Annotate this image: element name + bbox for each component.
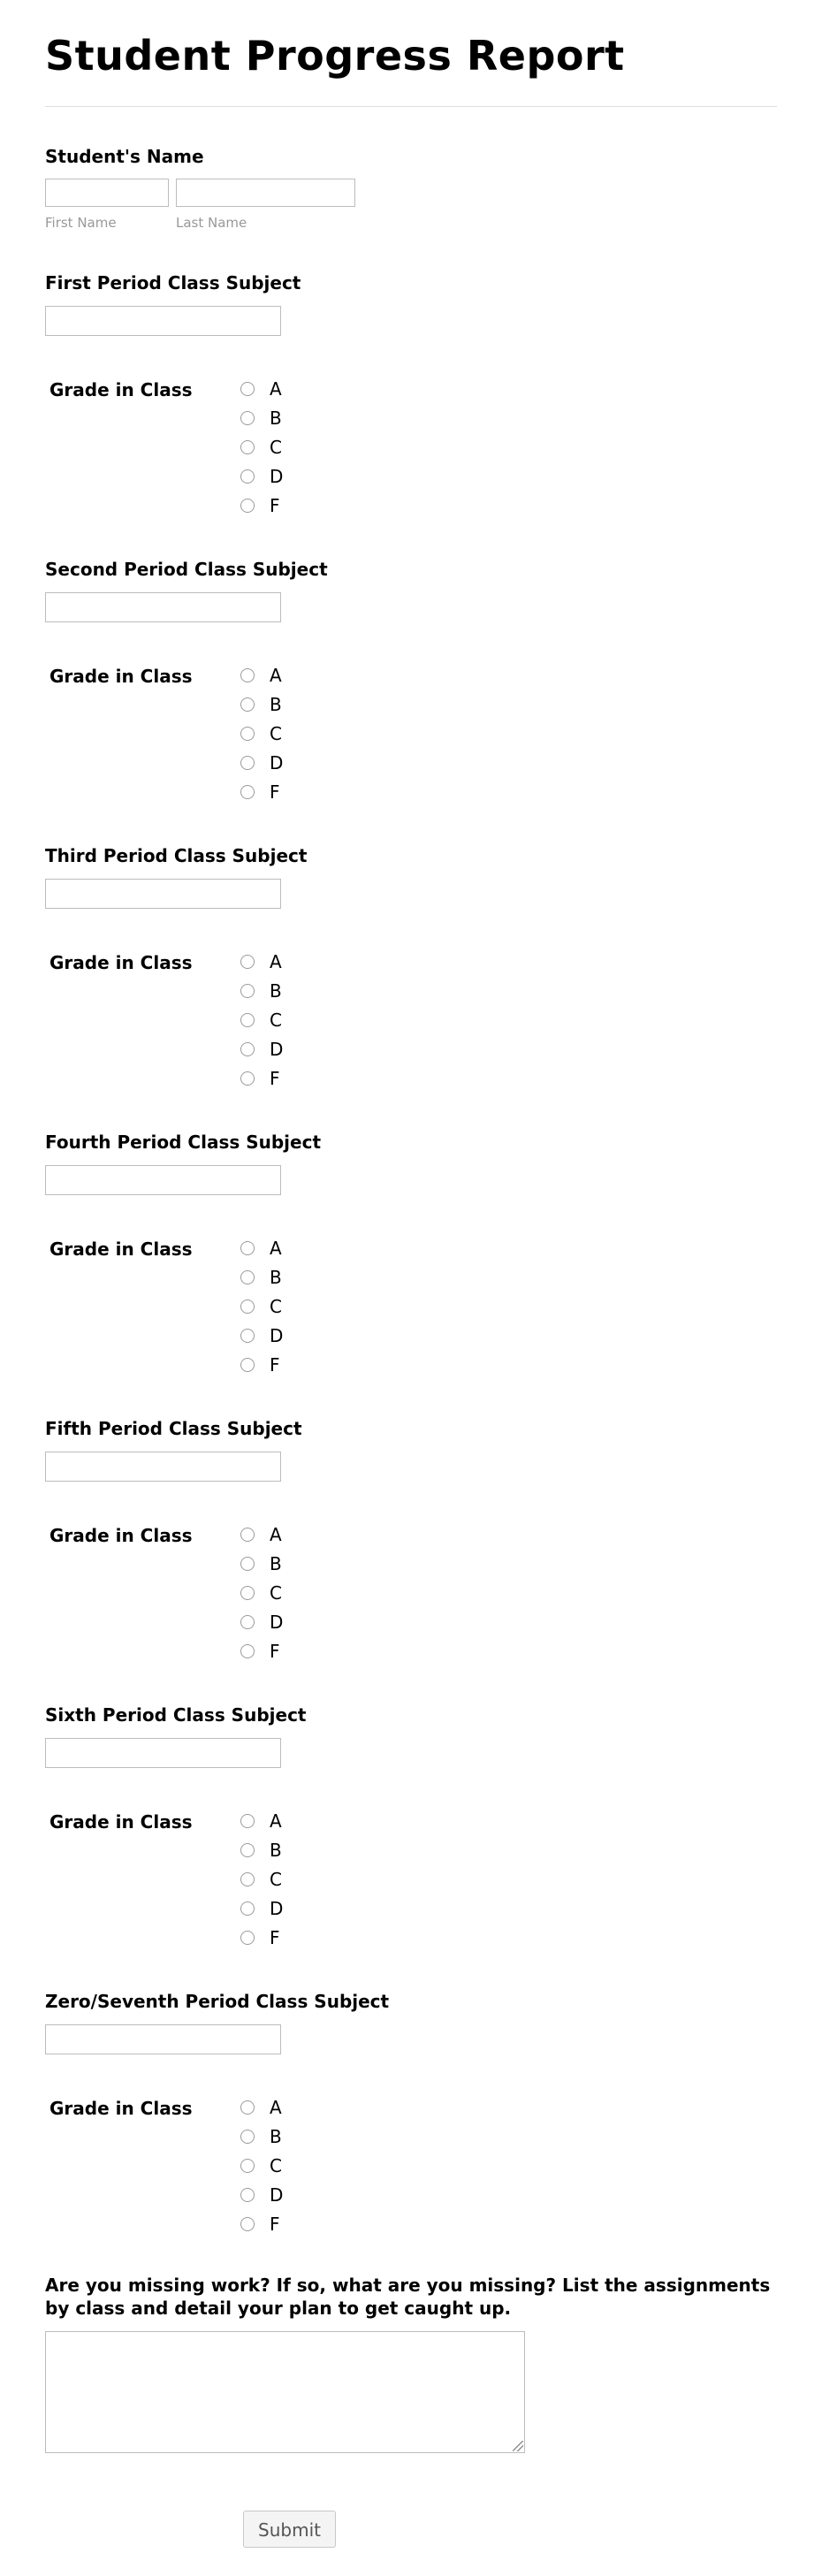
radio-button[interactable] <box>240 440 255 454</box>
missing-work-textarea[interactable] <box>45 2331 525 2453</box>
radio-button[interactable] <box>240 1241 255 1255</box>
grade-option-label: C <box>270 437 282 458</box>
first-name-sublabel: First Name <box>45 215 117 231</box>
page-title: Student Progress Report <box>45 32 625 80</box>
grade-option-label: B <box>270 1840 282 1861</box>
grade-option-label: D <box>270 1039 284 1060</box>
class-subject-input[interactable] <box>45 1452 281 1482</box>
radio-button[interactable] <box>240 1299 255 1314</box>
resize-grip-icon[interactable] <box>513 2441 523 2451</box>
grade-label: Grade in Class <box>49 2098 193 2119</box>
grade-option-label: D <box>270 466 284 487</box>
radio-button[interactable] <box>240 785 255 799</box>
grade-radio-group <box>45 378 399 537</box>
last-name-input[interactable] <box>176 179 355 207</box>
grade-label: Grade in Class <box>49 666 193 687</box>
divider <box>45 106 777 107</box>
grade-option-label: D <box>270 1325 284 1346</box>
radio-button[interactable] <box>240 1814 255 1828</box>
radio-button[interactable] <box>240 1528 255 1542</box>
grade-option-label: A <box>270 2097 282 2118</box>
radio-button[interactable] <box>240 411 255 425</box>
radio-button[interactable] <box>240 984 255 998</box>
grade-option-label: F <box>270 495 280 516</box>
radio-button[interactable] <box>240 2217 255 2231</box>
grade-label: Grade in Class <box>49 379 193 400</box>
grade-label: Grade in Class <box>49 952 193 973</box>
radio-button[interactable] <box>240 1071 255 1086</box>
radio-button[interactable] <box>240 2159 255 2173</box>
grade-option-label: A <box>270 665 282 686</box>
radio-button[interactable] <box>240 756 255 770</box>
grade-option-label: A <box>270 1524 282 1545</box>
radio-button[interactable] <box>240 727 255 741</box>
grade-option-label: F <box>270 2214 280 2235</box>
submit-button[interactable]: Submit <box>243 2511 336 2548</box>
grade-option-label: A <box>270 378 282 400</box>
grade-option-label: B <box>270 694 282 715</box>
grade-option-label: C <box>270 1869 282 1890</box>
class-subject-label: Fourth Period Class Subject <box>45 1132 322 1153</box>
grade-option-label: F <box>270 1354 280 1376</box>
radio-button[interactable] <box>240 2100 255 2115</box>
grade-radio-group <box>45 951 399 1110</box>
last-name-sublabel: Last Name <box>176 215 247 231</box>
class-subject-input[interactable] <box>45 2024 281 2054</box>
class-subject-input[interactable] <box>45 1738 281 1768</box>
grade-option-label: D <box>270 2184 284 2206</box>
radio-button[interactable] <box>240 1270 255 1284</box>
grade-option-label: B <box>270 980 282 1002</box>
grade-option-label: C <box>270 1296 282 1317</box>
grade-label: Grade in Class <box>49 1811 193 1833</box>
grade-option-label: A <box>270 1810 282 1832</box>
grade-option-label: B <box>270 1267 282 1288</box>
class-subject-label: Second Period Class Subject <box>45 559 328 580</box>
grade-option-label: C <box>270 723 282 744</box>
radio-button[interactable] <box>240 2130 255 2144</box>
grade-label: Grade in Class <box>49 1238 193 1260</box>
radio-button[interactable] <box>240 1358 255 1372</box>
class-subject-label: First Period Class Subject <box>45 272 301 293</box>
class-subject-label: Fifth Period Class Subject <box>45 1418 302 1439</box>
grade-option-label: C <box>270 1010 282 1031</box>
grade-option-label: B <box>270 2126 282 2147</box>
radio-button[interactable] <box>240 697 255 712</box>
grade-option-label: F <box>270 1641 280 1662</box>
radio-button[interactable] <box>240 1586 255 1600</box>
radio-button[interactable] <box>240 668 255 682</box>
radio-button[interactable] <box>240 1013 255 1027</box>
missing-work-label: Are you missing work? If so, what are you missing? List the assignments by class and detail your plan to get caught up. <box>45 2275 771 2319</box>
grade-label: Grade in Class <box>49 1525 193 1546</box>
radio-button[interactable] <box>240 499 255 513</box>
grade-option-label: B <box>270 1553 282 1574</box>
grade-option-label: A <box>270 951 282 972</box>
grade-option-label: C <box>270 1582 282 1604</box>
class-subject-input[interactable] <box>45 592 281 622</box>
student-name-label: Student's Name <box>45 146 204 167</box>
first-name-input[interactable] <box>45 179 169 207</box>
grade-option-label: F <box>270 1927 280 1948</box>
grade-radio-group <box>45 2097 399 2256</box>
grade-radio-group <box>45 665 399 824</box>
grade-radio-group <box>45 1524 399 1683</box>
class-subject-input[interactable] <box>45 1165 281 1195</box>
radio-button[interactable] <box>240 1872 255 1886</box>
radio-button[interactable] <box>240 2188 255 2202</box>
grade-radio-group <box>45 1810 399 1970</box>
grade-option-label: D <box>270 1612 284 1633</box>
grade-radio-group <box>45 1238 399 1397</box>
grade-option-label: F <box>270 1068 280 1089</box>
grade-option-label: B <box>270 408 282 429</box>
radio-button[interactable] <box>240 1931 255 1945</box>
radio-button[interactable] <box>240 382 255 396</box>
grade-option-label: C <box>270 2155 282 2176</box>
radio-button[interactable] <box>240 955 255 969</box>
radio-button[interactable] <box>240 1329 255 1343</box>
radio-button[interactable] <box>240 1042 255 1056</box>
class-subject-input[interactable] <box>45 306 281 336</box>
radio-button[interactable] <box>240 469 255 484</box>
radio-button[interactable] <box>240 1843 255 1857</box>
class-subject-label: Sixth Period Class Subject <box>45 1704 307 1726</box>
radio-button[interactable] <box>240 1644 255 1658</box>
class-subject-label: Third Period Class Subject <box>45 845 308 866</box>
grade-option-label: D <box>270 752 284 774</box>
radio-button[interactable] <box>240 1615 255 1629</box>
class-subject-input[interactable] <box>45 879 281 909</box>
grade-option-label: F <box>270 781 280 803</box>
radio-button[interactable] <box>240 1902 255 1916</box>
class-subject-label: Zero/Seventh Period Class Subject <box>45 1991 390 2012</box>
radio-button[interactable] <box>240 1557 255 1571</box>
grade-option-label: D <box>270 1898 284 1919</box>
grade-option-label: A <box>270 1238 282 1259</box>
